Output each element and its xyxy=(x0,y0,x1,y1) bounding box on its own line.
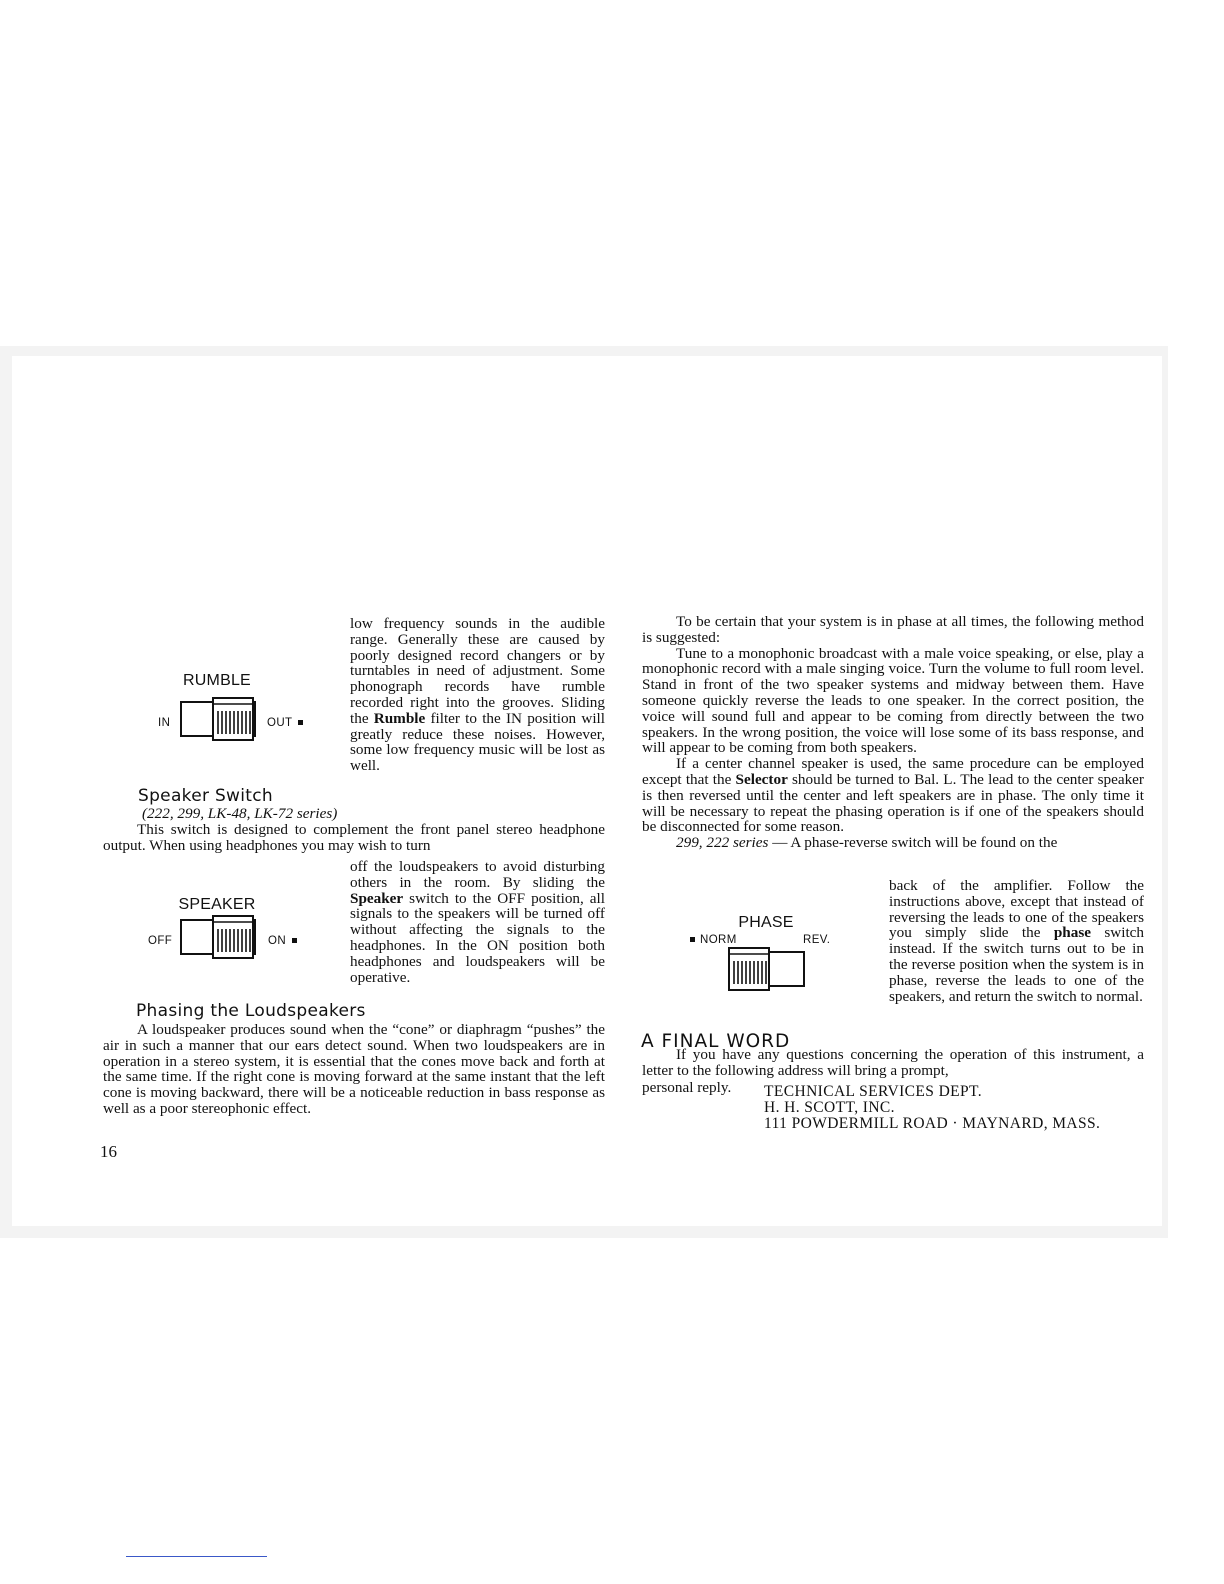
rumble-out-marker-icon xyxy=(298,720,303,725)
speaker-series: (222, 299, LK-48, LK-72 series) xyxy=(142,805,338,822)
speaker-switch-title: SPEAKER xyxy=(178,896,256,913)
phase-rev-label: REV. xyxy=(803,934,831,946)
page-number: 16 xyxy=(100,1142,117,1161)
phase-paragraph: back of the amplifier. Follow the instructions above, except that instead of reversing the leads to one of the speakers you simply slide the phase switch instead. If the switch turns out to be in the reverse position when the system is in phase, reverse the leads to one of the speakers, and return the switch to normal. xyxy=(889,877,1145,1005)
phase-switch-title: PHASE xyxy=(738,914,794,931)
speaker-on-marker-icon xyxy=(292,938,297,943)
phase-norm-marker-icon xyxy=(690,937,695,942)
speaker-switch-icon xyxy=(180,914,258,960)
address-line-1: TECHNICAL SERVICES DEPT. xyxy=(764,1083,983,1100)
rumble-switch-diagram xyxy=(150,670,320,750)
address-line-2: H. H. SCOTT, INC. xyxy=(764,1099,895,1116)
speaker-off-label: OFF xyxy=(148,935,173,947)
speaker-intro: This switch is designed to complement the front panel stereo headphone output. When using headphones you may wish to turn xyxy=(103,821,605,854)
phasing-paragraph: A loudspeaker produces sound when the “cone” or diaphragm “pushes” the air in such a manner that our ears detect sound. When two loudspeakers are in operation in a stereo system, it is essential that the cones move back and forth at the same time. If the right cone is moving forward at the same instant that the left cone is moving backward, there will be a noticeable reduction in bass response as well as a poor stereophonic effect. xyxy=(103,1021,605,1117)
rumble-out-label: OUT xyxy=(267,717,303,729)
address-block xyxy=(764,1084,1154,1132)
rumble-switch-icon xyxy=(180,696,258,742)
speaker-switch-diagram xyxy=(145,894,320,974)
speaker-switch-heading: Speaker Switch xyxy=(138,786,273,806)
speaker-on-label: ON xyxy=(268,935,297,947)
bottom-rule xyxy=(126,1556,267,1557)
speaker-paragraph: off the loudspeakers to avoid disturbing others in the room. By sliding the Speaker switch to the OFF position, all signals to the speakers will be turned off without affecting the signals to the headphones. In the ON position both headphones and loudspeakers will be operative. xyxy=(350,858,605,986)
phasing-heading: Phasing the Loudspeakers xyxy=(136,1001,366,1021)
final-word-paragraph: If you have any questions concerning the operation of this instrument, a letter to the following address will bring a prompt, xyxy=(642,1046,1144,1079)
rumble-switch-title: RUMBLE xyxy=(183,672,251,689)
phase-switch-icon xyxy=(727,946,805,992)
phase-norm-label: NORM xyxy=(690,934,737,946)
right-intro-paragraphs: To be certain that your system is in phase at all times, the following method is suggested: Tune to a monophonic broadcast with a male voice speaking, or else, play a monophonic record with a male singing voice. Turn the volume to full room level. Stand in front of the two speaker systems and midway between them. Have someone quickly reverse the leads to one speaker. In the correct position, the voice will sound full and appear to be coming from directly between the two speakers. In the wrong position, the voice will lose some of its bass response, and will appear to be coming from both speakers. If a center channel speaker is used, the same procedure can be employed except that the Selector should be turned to Bal. L. The lead to the center speaker is then reversed until the center and left speakers are in phase. The only time it will be necessary to repeat the phasing operation is if one of the speakers should be disconnected for some reason. 299, 222 series — A phase-reverse switch will be found on the xyxy=(642,613,1144,852)
phase-switch-diagram xyxy=(688,912,838,992)
rumble-in-label: IN xyxy=(158,717,171,729)
final-word-heading: A FINAL WORD xyxy=(641,1031,791,1052)
final-word-tail: personal reply. xyxy=(642,1079,732,1096)
address-line-3: 111 POWDERMILL ROAD · MAYNARD, MASS. xyxy=(764,1115,1101,1132)
rumble-paragraph: low frequency sounds in the audible range. Generally these are caused by poorly designed record changers or by turntables in need of adjustment. Some phonograph records have rumble recorded right into the grooves. Sliding the Rumble filter to the IN position will greatly reduce these noises. However, some low frequency music will be lost as well. xyxy=(350,615,605,775)
